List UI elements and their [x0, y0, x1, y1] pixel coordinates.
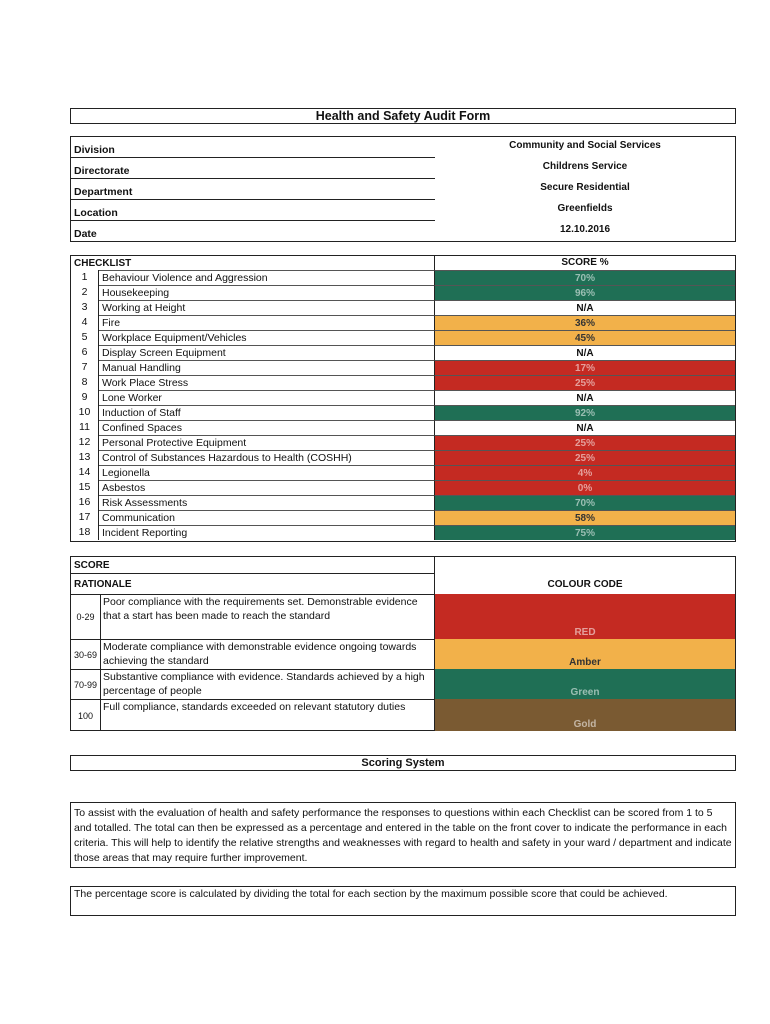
checklist-score: N/A	[435, 345, 735, 360]
checklist-score: N/A	[435, 300, 735, 315]
rationale-row	[71, 594, 735, 639]
checklist-score: 58%	[435, 510, 735, 525]
info-label: Directorate	[71, 158, 435, 179]
checklist-number: 17	[71, 510, 99, 525]
checklist-number: 2	[71, 285, 99, 300]
checklist-item-label: Lone Worker	[99, 390, 435, 405]
info-value: Community and Social Services	[509, 140, 661, 151]
checklist-item-label: Communication	[99, 510, 435, 525]
checklist-number: 8	[71, 375, 99, 390]
info-label: Division	[71, 137, 435, 158]
info-value: Childrens Service	[542, 161, 628, 172]
checklist-item-label: Working at Height	[99, 300, 435, 315]
score-range: 70-99	[71, 669, 101, 699]
checklist-number: 15	[71, 480, 99, 495]
info-row-department	[71, 179, 735, 200]
colour-code-cell: Gold	[435, 699, 735, 731]
checklist-number: 12	[71, 435, 99, 450]
checklist-item-label: Fire	[99, 315, 435, 330]
checklist-item-label: Induction of Staff	[99, 405, 435, 420]
checklist-item-label: Incident Reporting	[99, 525, 435, 540]
checklist-row	[71, 390, 735, 405]
rationale-text: Moderate compliance with demonstrable evidence ongoing towards achieving the standard	[101, 639, 435, 669]
score-range: 30-69	[71, 639, 101, 669]
checklist-score: 25%	[435, 450, 735, 465]
rationale-row	[71, 669, 735, 699]
checklist-row	[71, 315, 735, 330]
checklist-row	[71, 375, 735, 390]
checklist-score: 0%	[435, 480, 735, 495]
checklist-number: 7	[71, 360, 99, 375]
checklist-row	[71, 330, 735, 345]
info-table	[70, 136, 736, 242]
checklist-score: 96%	[435, 285, 735, 300]
checklist-item-label: Display Screen Equipment	[99, 345, 435, 360]
checklist-number: 18	[71, 525, 99, 540]
colour-code-cell: Green	[435, 669, 735, 699]
score-header: SCORE %	[561, 257, 609, 268]
info-value: Greenfields	[557, 203, 613, 214]
score-label: SCORE	[71, 557, 435, 574]
info-row-date	[71, 221, 735, 242]
checklist-row	[71, 435, 735, 450]
checklist-score: 75%	[435, 525, 735, 540]
info-row-division	[71, 137, 735, 158]
rationale-text: Poor compliance with the requirements set. Demonstrable evidence that a start has been made to reach the standard	[101, 594, 435, 639]
info-value: Secure Residential	[540, 182, 630, 193]
colour-code-cell: Amber	[435, 639, 735, 669]
checklist-score: 45%	[435, 330, 735, 345]
rationale-label: RATIONALE	[71, 574, 435, 594]
rationale-row	[71, 639, 735, 669]
score-range: 100	[71, 699, 101, 731]
checklist-row	[71, 525, 735, 540]
checklist-item-label: Risk Assessments	[99, 495, 435, 510]
info-row-directorate	[71, 158, 735, 179]
checklist-item-label: Manual Handling	[99, 360, 435, 375]
checklist-row	[71, 450, 735, 465]
checklist-row	[71, 480, 735, 495]
info-label: Location	[71, 200, 435, 221]
checklist-item-label: Personal Protective Equipment	[99, 435, 435, 450]
checklist-row	[71, 360, 735, 375]
scoring-paragraph: To assist with the evaluation of health and safety performance the responses to questions within each Checklist can be scored from 1 to 5 and totalled. The total can then be expressed as a percentage and entered in the table on the front cover to indicate the performance in each criteria. This will help to identify the relative strengths and weaknesses with regard to health and safety in your ward / department and indicate those areas that may require further improvement.	[70, 802, 736, 868]
checklist-row	[71, 495, 735, 510]
checklist-score: 70%	[435, 495, 735, 510]
info-value: 12.10.2016	[559, 224, 611, 235]
checklist-number: 1	[71, 270, 99, 285]
info-row-location	[71, 200, 735, 221]
checklist-score: 70%	[435, 270, 735, 285]
rationale-text: Substantive compliance with evidence. Standards achieved by a high percentage of people	[101, 669, 435, 699]
rationale-text: Full compliance, standards exceeded on relevant statutory duties	[101, 699, 435, 731]
checklist-score: 25%	[435, 435, 735, 450]
checklist-item-label: Work Place Stress	[99, 375, 435, 390]
checklist-item-label: Control of Substances Hazardous to Health (COSHH)	[99, 450, 435, 465]
checklist-table	[70, 255, 736, 542]
checklist-item-label: Workplace Equipment/Vehicles	[99, 330, 435, 345]
checklist-number: 10	[71, 405, 99, 420]
checklist-row	[71, 345, 735, 360]
checklist-row	[71, 300, 735, 315]
checklist-header: CHECKLIST	[71, 256, 435, 270]
info-label: Department	[71, 179, 435, 200]
checklist-number: 6	[71, 345, 99, 360]
checklist-number: 9	[71, 390, 99, 405]
checklist-item-label: Behaviour Violence and Aggression	[99, 270, 435, 285]
colour-code-label: COLOUR CODE	[547, 579, 623, 590]
checklist-number: 5	[71, 330, 99, 345]
checklist-score: N/A	[435, 390, 735, 405]
checklist-number: 11	[71, 420, 99, 435]
checklist-row	[71, 285, 735, 300]
checklist-score: 25%	[435, 375, 735, 390]
checklist-number: 3	[71, 300, 99, 315]
checklist-score: N/A	[435, 420, 735, 435]
checklist-row	[71, 270, 735, 285]
rationale-table	[70, 556, 736, 731]
form-title: Health and Safety Audit Form	[70, 108, 736, 124]
scoring-system-title: Scoring System	[70, 755, 736, 771]
checklist-score: 4%	[435, 465, 735, 480]
checklist-item-label: Legionella	[99, 465, 435, 480]
checklist-row	[71, 510, 735, 525]
checklist-item-label: Asbestos	[99, 480, 435, 495]
info-label: Date	[74, 228, 97, 240]
rationale-row	[71, 699, 735, 731]
score-range: 0-29	[71, 594, 101, 639]
percentage-paragraph: The percentage score is calculated by dividing the total for each section by the maximum possible score that could be achieved.	[70, 886, 736, 916]
checklist-score: 17%	[435, 360, 735, 375]
checklist-row	[71, 420, 735, 435]
checklist-row	[71, 465, 735, 480]
checklist-number: 4	[71, 315, 99, 330]
checklist-item-label: Confined Spaces	[99, 420, 435, 435]
checklist-number: 13	[71, 450, 99, 465]
checklist-row	[71, 405, 735, 420]
checklist-item-label: Housekeeping	[99, 285, 435, 300]
checklist-score: 92%	[435, 405, 735, 420]
checklist-number: 16	[71, 495, 99, 510]
checklist-score: 36%	[435, 315, 735, 330]
colour-code-cell: RED	[435, 594, 735, 639]
checklist-number: 14	[71, 465, 99, 480]
